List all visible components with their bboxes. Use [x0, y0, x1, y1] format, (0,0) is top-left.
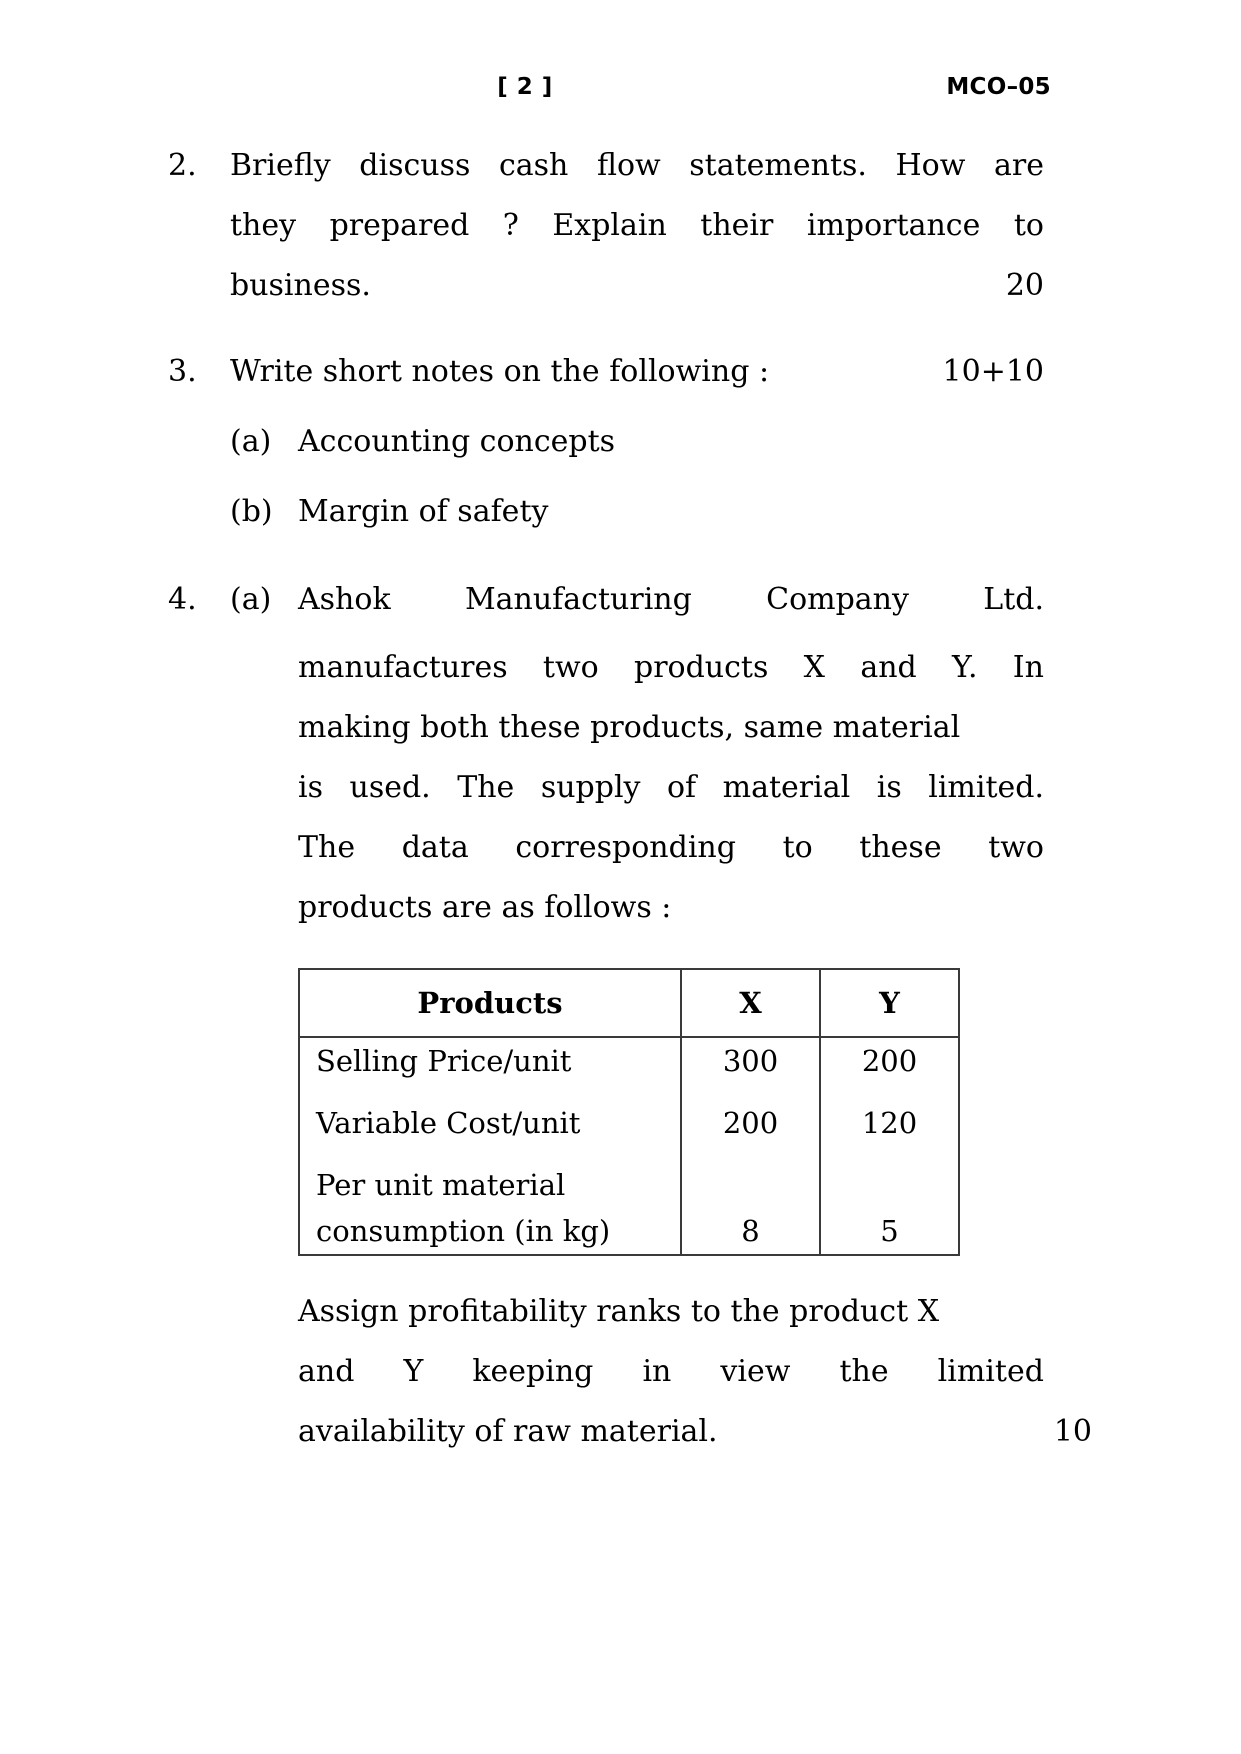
- question-3-subitem-a-label: (a): [230, 424, 272, 459]
- word: products: [634, 650, 769, 685]
- question-2-line-2: [230, 196, 1044, 256]
- table-header-x: X: [681, 969, 820, 1037]
- table-header-y: Y: [820, 969, 959, 1037]
- word: the: [839, 1354, 889, 1389]
- paper-code: MCO–05: [946, 74, 1051, 100]
- word: to: [1013, 208, 1044, 243]
- table-header-row: [299, 969, 959, 1037]
- page-header: [0, 74, 1241, 114]
- question-3-line-1: [230, 342, 1044, 402]
- word: Y: [403, 1354, 424, 1389]
- question-4-number: 4.: [168, 582, 197, 617]
- row-value-selling-price-y: 200: [820, 1037, 959, 1100]
- word: The: [298, 830, 356, 865]
- word: they: [230, 208, 297, 243]
- question-3-subitem-a: [230, 412, 1044, 472]
- question-2-text: [230, 136, 1044, 316]
- row-value-selling-price-x: 300: [681, 1037, 820, 1100]
- row-value-material-consumption-y: [820, 1162, 959, 1255]
- word: X: [803, 650, 826, 685]
- word: flow: [596, 148, 661, 183]
- word: manufactures: [298, 650, 508, 685]
- question-2-marks: 20: [1005, 268, 1044, 303]
- word: limited.: [928, 770, 1044, 805]
- page-number: [ 2 ]: [497, 74, 553, 100]
- word: and: [860, 650, 917, 685]
- word: is: [876, 770, 902, 805]
- word: these: [859, 830, 942, 865]
- question-4-line-1: [298, 570, 1044, 630]
- word: and: [298, 1354, 355, 1389]
- row-value-variable-cost-x: 200: [681, 1100, 820, 1162]
- word: used.: [349, 770, 431, 805]
- word: business.: [230, 268, 371, 303]
- row-label-material-consumption: [299, 1162, 681, 1255]
- question-3-number: 3.: [168, 354, 197, 389]
- question-2-number: 2.: [168, 148, 197, 183]
- table-header-products: Products: [299, 969, 681, 1037]
- word: Company: [766, 582, 909, 617]
- row-label-variable-cost: Variable Cost/unit: [316, 1106, 581, 1140]
- question-4-line-3: [298, 698, 1044, 758]
- word: Write short notes on the following :: [230, 354, 770, 389]
- table-row: [299, 1037, 959, 1100]
- row-label-material-consumption-line2: consumption (in kg): [316, 1214, 611, 1248]
- question-4-tail-line-2: [298, 1342, 1044, 1402]
- question-4: [168, 570, 1044, 630]
- word: keeping: [472, 1354, 594, 1389]
- row-label-material-consumption-line1: Per unit material: [316, 1168, 566, 1202]
- word: Ltd.: [983, 582, 1044, 617]
- word: Y.: [952, 650, 978, 685]
- question-4-subitem-a-label: (a): [230, 582, 272, 617]
- word: The: [457, 770, 515, 805]
- word: availability of raw material.: [298, 1414, 718, 1449]
- table-row: [299, 1162, 959, 1255]
- question-4-tail-paragraph: [298, 1282, 1092, 1462]
- question-3-text: [230, 342, 1044, 402]
- row-label-selling-price: Selling Price/unit: [316, 1044, 572, 1078]
- word: ?: [502, 208, 519, 243]
- word: to: [782, 830, 813, 865]
- row-value-variable-cost-y: 120: [820, 1100, 959, 1162]
- word: making both these products, same material: [298, 710, 961, 745]
- word: two: [988, 830, 1044, 865]
- word: prepared: [329, 208, 470, 243]
- word: statements.: [689, 148, 867, 183]
- word: In: [1012, 650, 1044, 685]
- word: data: [401, 830, 469, 865]
- question-4-marks: 10: [1053, 1414, 1092, 1449]
- word: Assign profitability ranks to the product X: [298, 1294, 940, 1329]
- question-4-line-6: [298, 878, 1044, 938]
- word: supply: [540, 770, 641, 805]
- value: 5: [880, 1214, 899, 1248]
- value: 8: [741, 1214, 760, 1248]
- word: in: [642, 1354, 672, 1389]
- word: discuss: [359, 148, 471, 183]
- question-3-subitem-b-text: Margin of safety: [298, 494, 549, 529]
- word: is: [298, 770, 323, 805]
- word: Briefly: [230, 148, 331, 183]
- word: are: [994, 148, 1044, 183]
- question-4-tail-line-3: [298, 1402, 1044, 1462]
- word: their: [700, 208, 774, 243]
- question-content: [168, 136, 1092, 1470]
- question-2: [168, 136, 1044, 316]
- word: of: [666, 770, 697, 805]
- question-4-line-5: [298, 818, 1044, 878]
- products-table-wrapper: [298, 968, 958, 1256]
- word: How: [895, 148, 966, 183]
- word: Explain: [552, 208, 667, 243]
- word: cash: [498, 148, 569, 183]
- question-2-line-3: [230, 256, 1044, 316]
- question-3: [168, 342, 1044, 402]
- word: material: [722, 770, 851, 805]
- table-row: [299, 1100, 959, 1162]
- question-4-text: [298, 570, 1044, 630]
- products-data-table: [298, 968, 960, 1256]
- row-value-material-consumption-x: [681, 1162, 820, 1255]
- question-4-line-2: [298, 638, 1044, 698]
- question-3-subitem-a-text: Accounting concepts: [298, 424, 616, 459]
- word: two: [542, 650, 599, 685]
- word: importance: [806, 208, 981, 243]
- word: limited: [937, 1354, 1044, 1389]
- question-4-body: [298, 638, 1044, 938]
- word: Ashok: [298, 582, 391, 617]
- question-2-line-1: [230, 136, 1044, 196]
- question-3-marks: 10+10: [942, 354, 1044, 389]
- word: Manufacturing: [464, 582, 692, 617]
- question-3-subitem-b: [230, 482, 1044, 542]
- word: products are as follows :: [298, 890, 672, 925]
- word: view: [720, 1354, 791, 1389]
- question-4-tail-line-1: [298, 1282, 1044, 1342]
- word: corresponding: [515, 830, 736, 865]
- question-3-subitem-b-label: (b): [230, 494, 273, 529]
- question-4-line-4: [298, 758, 1044, 818]
